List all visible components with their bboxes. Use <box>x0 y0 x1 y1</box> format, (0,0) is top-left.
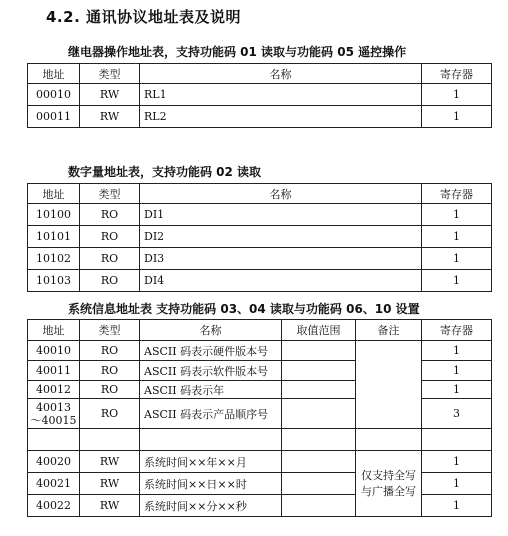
cell-range <box>282 451 356 473</box>
col-header-note: 备注 <box>356 320 422 341</box>
table-row <box>28 361 492 381</box>
cell-type: RO <box>80 361 140 381</box>
cell-range <box>282 495 356 517</box>
cell-note-empty <box>356 341 422 429</box>
cell-register: 1 <box>422 361 492 381</box>
cell-address: 40022 <box>28 495 80 517</box>
cell-register: 1 <box>422 473 492 495</box>
cell-type <box>80 429 140 451</box>
cell-type: RW <box>80 473 140 495</box>
col-header-name: 名称 <box>140 64 422 84</box>
col-header-name: 名称 <box>140 320 282 341</box>
system-address-table <box>27 319 492 517</box>
cell-note-empty <box>356 429 422 451</box>
cell-register: 1 <box>422 248 492 270</box>
table-row <box>28 381 492 399</box>
cell-name: DI1 <box>140 204 422 226</box>
cell-register: 1 <box>422 270 492 292</box>
table-row <box>28 473 492 495</box>
cell-name: ASCII 码表示年 <box>140 381 282 399</box>
digital-address-table <box>27 183 492 292</box>
cell-type: RO <box>80 270 140 292</box>
cell-address: 00011 <box>28 106 80 128</box>
cell-register: 1 <box>422 226 492 248</box>
cell-type: RO <box>80 399 140 429</box>
table-row <box>28 270 492 292</box>
cell-register: 1 <box>422 106 492 128</box>
cell-name: 系统时间××年××月 <box>140 451 282 473</box>
note-line: 与广播全写 <box>361 484 416 498</box>
cell-address-range <box>28 399 80 429</box>
section-heading: 4.2. 通讯协议地址表及说明 <box>46 8 241 26</box>
cell-register: 1 <box>422 495 492 517</box>
cell-address: 10103 <box>28 270 80 292</box>
cell-type: RO <box>80 226 140 248</box>
cell-address: 00010 <box>28 84 80 106</box>
cell-register: 1 <box>422 381 492 399</box>
table-row-empty <box>28 429 492 451</box>
cell-name: RL2 <box>140 106 422 128</box>
col-header-address: 地址 <box>28 184 80 204</box>
cell-range <box>282 381 356 399</box>
cell-register: 1 <box>422 84 492 106</box>
cell-address: 10100 <box>28 204 80 226</box>
col-header-register: 寄存器 <box>422 184 492 204</box>
table-row <box>28 204 492 226</box>
table-header-row <box>28 320 492 341</box>
cell-range <box>282 361 356 381</box>
table-row <box>28 451 492 473</box>
table-row <box>28 495 492 517</box>
cell-type: RW <box>80 495 140 517</box>
cell-name: RL1 <box>140 84 422 106</box>
cell-name <box>140 429 282 451</box>
cell-register: 1 <box>422 451 492 473</box>
relay-table-caption: 继电器操作地址表，支持功能码 01 读取与功能码 05 遥控操作 <box>68 45 407 59</box>
note-line: 仅支持全写 <box>361 468 416 482</box>
col-header-register: 寄存器 <box>422 320 492 341</box>
table-row <box>28 248 492 270</box>
cell-range <box>282 399 356 429</box>
cell-type: RW <box>80 106 140 128</box>
cell-name: DI3 <box>140 248 422 270</box>
col-header-type: 类型 <box>80 64 140 84</box>
cell-type: RO <box>80 204 140 226</box>
cell-range <box>282 429 356 451</box>
cell-register: 1 <box>422 341 492 361</box>
table-row <box>28 106 492 128</box>
cell-address: 10101 <box>28 226 80 248</box>
table-row <box>28 399 492 429</box>
cell-name: ASCII 码表示软件版本号 <box>140 361 282 381</box>
cell-address: 40021 <box>28 473 80 495</box>
cell-register: 1 <box>422 204 492 226</box>
cell-type: RW <box>80 451 140 473</box>
cell-type: RO <box>80 381 140 399</box>
col-header-address: 地址 <box>28 64 80 84</box>
cell-register <box>422 429 492 451</box>
col-header-range: 取值范围 <box>282 320 356 341</box>
cell-name: ASCII 码表示产品顺序号 <box>140 399 282 429</box>
cell-address: 10102 <box>28 248 80 270</box>
cell-register: 3 <box>422 399 492 429</box>
cell-name: ASCII 码表示硬件版本号 <box>140 341 282 361</box>
digital-table-caption: 数字量地址表，支持功能码 02 读取 <box>68 165 262 179</box>
cell-note <box>356 451 422 517</box>
system-table-caption: 系统信息地址表 支持功能码 03、04 读取与功能码 06、10 设置 <box>68 302 420 316</box>
cell-name: 系统时间××日××时 <box>140 473 282 495</box>
cell-type: RO <box>80 341 140 361</box>
table-row <box>28 341 492 361</box>
col-header-type: 类型 <box>80 320 140 341</box>
cell-address: 40020 <box>28 451 80 473</box>
cell-address: 40012 <box>28 381 80 399</box>
cell-address <box>28 429 80 451</box>
cell-range <box>282 473 356 495</box>
relay-address-table <box>27 63 492 128</box>
cell-name: DI2 <box>140 226 422 248</box>
cell-name: 系统时间××分××秒 <box>140 495 282 517</box>
cell-address: 40010 <box>28 341 80 361</box>
table-row <box>28 84 492 106</box>
table-header-row <box>28 184 492 204</box>
cell-name: DI4 <box>140 270 422 292</box>
table-header-row <box>28 64 492 84</box>
address-end: ～40015 <box>30 413 77 427</box>
cell-range <box>282 341 356 361</box>
cell-address: 40011 <box>28 361 80 381</box>
cell-type: RO <box>80 248 140 270</box>
col-header-register: 寄存器 <box>422 64 492 84</box>
cell-type: RW <box>80 84 140 106</box>
address-start: 40013 <box>36 400 71 414</box>
col-header-address: 地址 <box>28 320 80 341</box>
table-row <box>28 226 492 248</box>
col-header-name: 名称 <box>140 184 422 204</box>
col-header-type: 类型 <box>80 184 140 204</box>
